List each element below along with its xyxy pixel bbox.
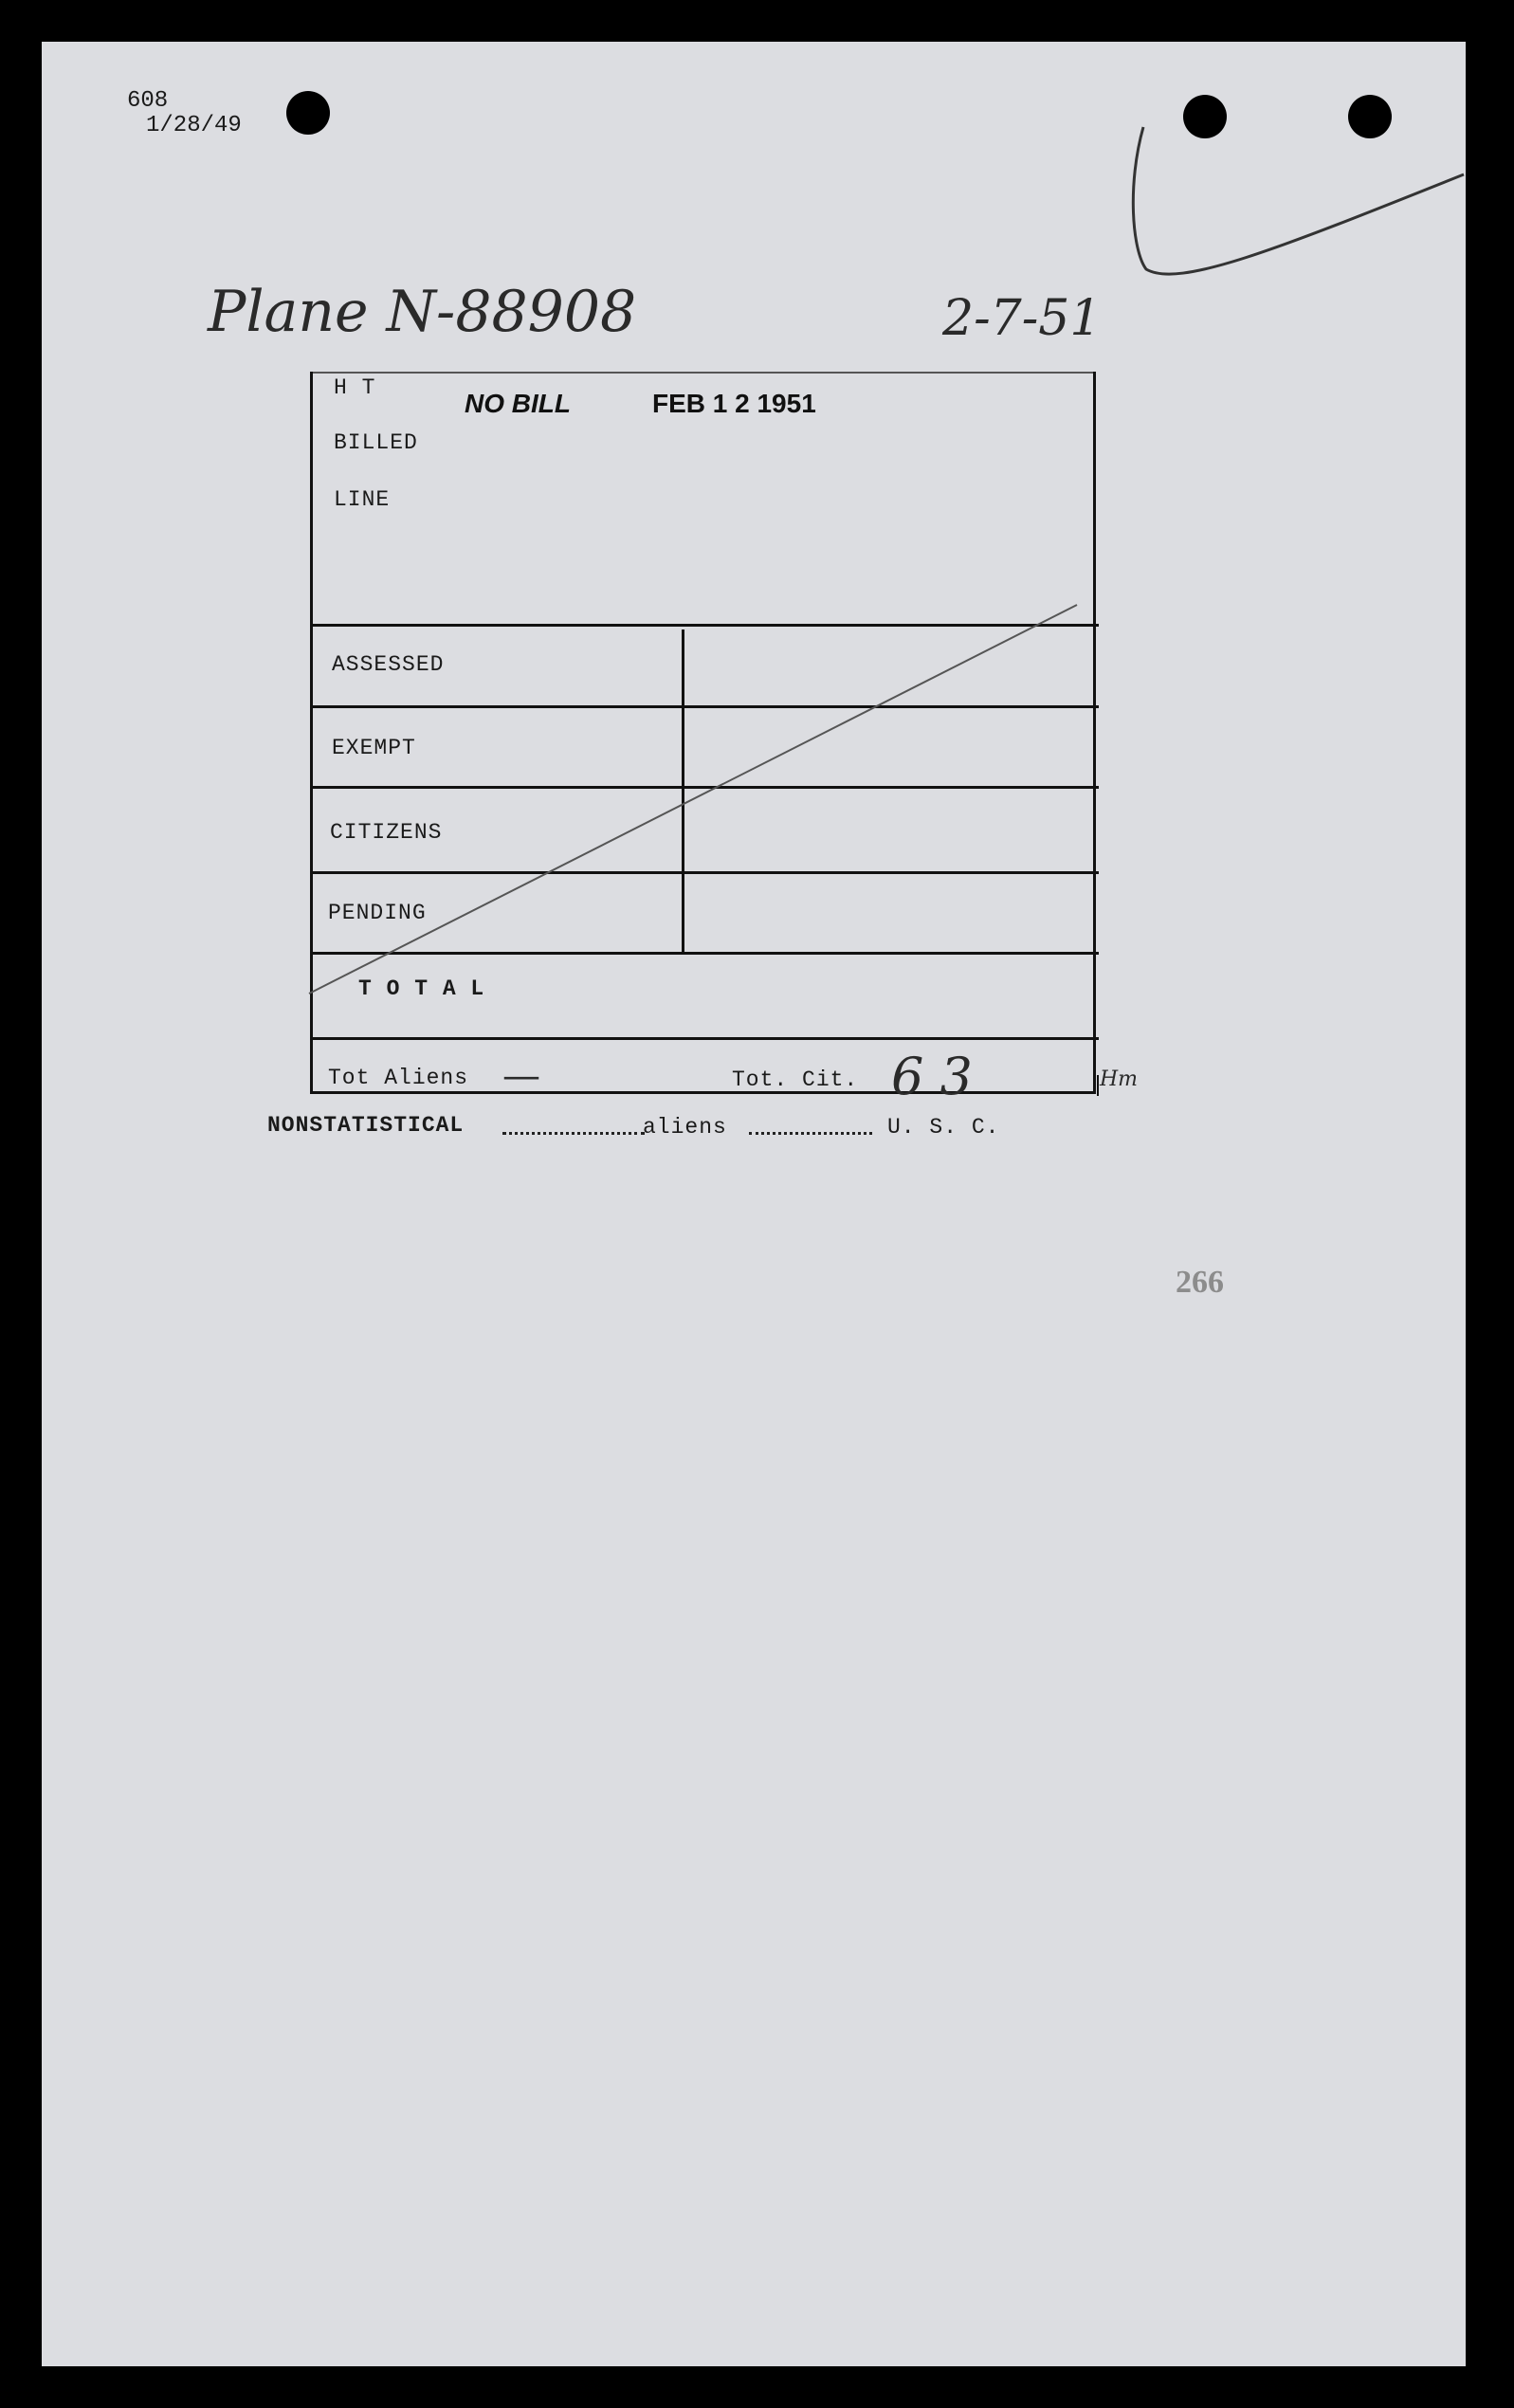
label-citizens: CITIZENS: [330, 820, 443, 845]
document-sheet: [42, 42, 1466, 2366]
date-stamp: FEB 1 2 1951: [652, 389, 816, 418]
tot-aliens-value: —: [502, 1054, 540, 1098]
label-ht: H T: [334, 375, 376, 400]
label-pending: PENDING: [328, 901, 427, 925]
label-total: T O T A L: [358, 976, 485, 1001]
aliens-label: aliens: [643, 1115, 727, 1140]
form-number-value: 608: [127, 88, 169, 114]
nonstatistical-blank: [502, 1132, 645, 1135]
page-number: 266: [1176, 1265, 1224, 1300]
nonstatistical-label: NONSTATISTICAL: [267, 1113, 465, 1138]
form-revision: 1/28/49: [146, 113, 242, 138]
no-bill-stamp: NO BILL: [465, 389, 571, 418]
aliens-blank: [749, 1132, 872, 1135]
plane-number-handwritten: Plane N-88908: [208, 279, 637, 345]
strike-through-line: [42, 42, 1466, 1179]
label-exempt: EXEMPT: [332, 736, 416, 760]
label-assessed: ASSESSED: [332, 652, 445, 677]
date-handwritten: 2-7-51: [942, 290, 1102, 347]
label-tot-cit: Tot. Cit.: [732, 1067, 859, 1092]
tot-cit-value: 6 3: [891, 1047, 973, 1106]
label-billed: BILLED: [334, 430, 418, 455]
usc-label: U. S. C.: [887, 1115, 1000, 1140]
label-tot-aliens: Tot Aliens: [328, 1066, 469, 1090]
initials-handwritten: Hm: [1100, 1067, 1139, 1091]
label-line: LINE: [334, 487, 391, 512]
